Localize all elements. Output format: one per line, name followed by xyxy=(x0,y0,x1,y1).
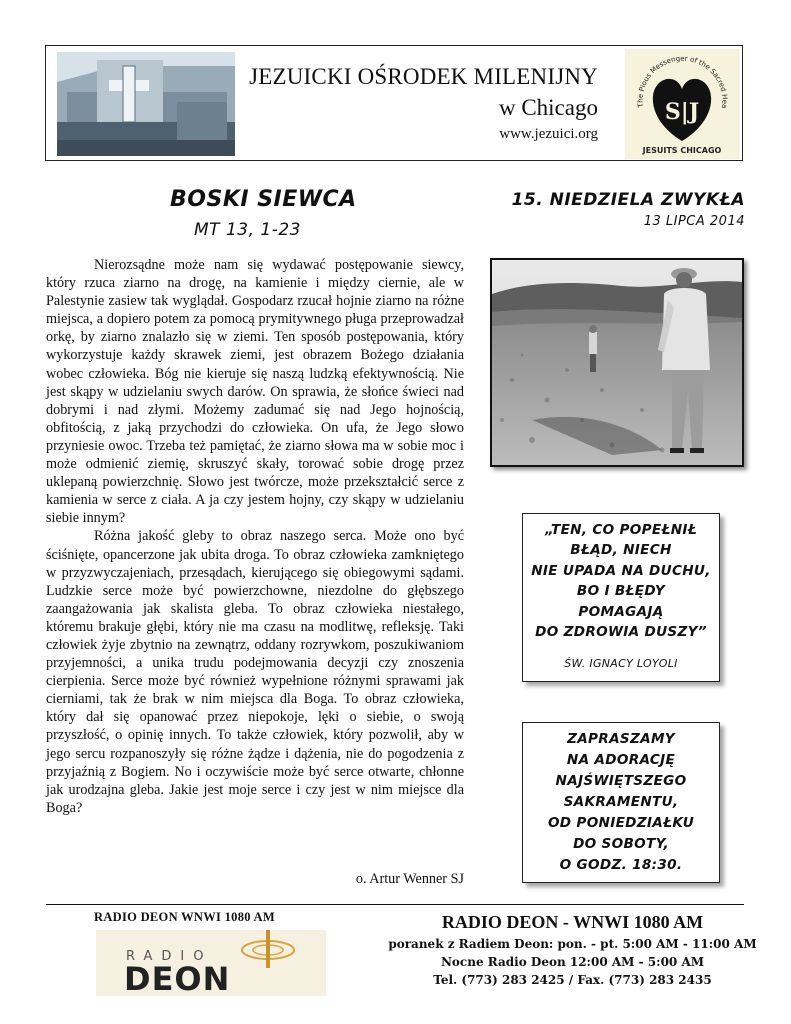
invite-line-6: DO SOBOTY, xyxy=(573,836,669,852)
bulletin-date: 13 LIPCA 2014 xyxy=(643,214,745,229)
svg-text:JESUITS CHICAGO: JESUITS CHICAGO xyxy=(642,146,722,155)
logo-radio-text: RADIO xyxy=(126,949,213,964)
header-title: JEZUICKI OŚRODEK MILENIJNY xyxy=(249,64,598,89)
footer-divider xyxy=(46,904,744,905)
invite-line-7: O GODZ. 18:30. xyxy=(559,857,683,873)
quote-line-3: NIE UPADA NA DUCHU, xyxy=(531,563,711,579)
logo-monogram: S|J xyxy=(664,99,700,125)
article-paragraph-2: Różna jakość gleby to obraz naszego serca. Może ono być ściśnięte, opancerzone jak ubita droga. To obraz człowieka zamkniętego w przyzwyczajeniach, przesądach, kierującego się obiegowymi sądami. Ludzkie serce może być powierzchowne, niezdolne do głębszego zaangażowania jak skalista gleba. To obraz człowieka niestałego, któremu brakuje głębi, który nie ma czasu na modlitwę, refleksję. Taki człowiek żyje zbytnio na zewnątrz, oddany rozrywkom, poszukiwaniom przyjemności, a unika trudu podejmowania decyzji czy znoszenia cierpienia. Serce może być również wypełnione różnymi sprawami jak cierniami, tak że brak w nim miejsca dla Boga. To obraz człowieka, który dał się opanować przez niepokoje, lęki o siebie, o swoją przyszłość, o opinię innych. To także człowiek, który pozwolił, aby w jego sercu rozpanoszyły się różne żądze i dążenia, nie do pogodzenia z przyjaźnią z Bogiem. No i oczywiście może być serce otwarte, chłonne jak urodzajna gleba. Jakie jest moje serce i czy jest w nim miejsce dla Boga? xyxy=(46,528,464,816)
liturgical-sunday: 15. NIEDZIELA ZWYKŁA xyxy=(511,190,745,210)
logo-deon-text: DEON xyxy=(124,960,231,996)
logo-ring-text: The Pious Messenger of the Sacred Hea xyxy=(636,54,729,109)
sower-field-photo xyxy=(490,258,744,467)
ignatius-quote-box xyxy=(522,513,720,682)
article-author: o. Artur Wenner SJ xyxy=(355,871,464,887)
radio-deon-logo xyxy=(96,930,326,996)
invite-line-1: ZAPRASZAMY xyxy=(567,731,675,747)
article-paragraph-1: Nierozsądne może nam się wydawać postępowanie siewcy, który rzuca ziarno na drogę, na kamienie i między ciernie, ale w Palestynie zasiew tak wyglądał. Gospodarz rzucał hojnie ziarno na różne miejsca, a dopiero potem za pomocą prymitywnego pługa przeprowadzał orkę, by ziarno znalazło się w ziemi. Ten sposób postępowania, który wykorzystuje każdy skrawek ziemi, jest obrazem Bożego działania wobec człowieka. Bóg nie kieruje się naszą ludzką efektywnością. Nie jest skąpy w udzielaniu swych darów. On sprawia, że słońce świeci nad dobrymi i nad złymi. Możemy zadumać się nad Jego hojnością, obfitością, z jaką przychodzi do człowieka. On ufa, że Jego słowo przyniesie owoc. Trzeba też pamiętać, że ziarno słowa ma w sobie moc i może odmienić ziemię, skruszyć skały, torować sobie drogę przez uklepaną powierzchnię. Słowo jest twórcze, może przekształcić serce z kamienia w serce z ciała. A ja czy jestem hojny, czy skąpy w udzielaniu siebie innym? xyxy=(46,257,464,527)
invite-line-5: OD PONIEDZIAŁKU xyxy=(547,815,695,831)
church-cross-photo xyxy=(57,52,235,156)
footer-night-schedule: Nocne Radio Deon 12:00 AM - 5:00 AM xyxy=(440,955,705,969)
footer-phone-fax: Tel. (773) 283 2425 / Fax. (773) 283 2435 xyxy=(433,973,712,987)
sermon-title: BOSKI SIEWCA xyxy=(170,187,357,212)
quote-line-4: BO I BŁĘDY xyxy=(576,583,666,599)
quote-line-2: BŁĄD, NIECH xyxy=(570,542,672,558)
invite-line-2: NA ADORACJĘ xyxy=(566,752,676,768)
footer-radio-title: RADIO DEON - WNWI 1080 AM xyxy=(441,912,704,932)
scripture-reference: MT 13, 1-23 xyxy=(194,220,301,240)
header-url[interactable]: www.jezuici.org xyxy=(499,126,598,142)
jesuits-chicago-logo xyxy=(625,49,740,159)
quote-line-1: „TEN, CO POPEŁNIŁ xyxy=(544,522,698,538)
invite-line-3: NAJŚWIĘTSZEGO xyxy=(555,773,687,789)
article-body xyxy=(46,256,464,817)
quote-line-5: POMAGAJĄ xyxy=(578,604,664,620)
header-subtitle: w Chicago xyxy=(498,95,598,120)
quote-line-6: DO ZDROWIA DUSZY” xyxy=(535,624,707,640)
quote-signature: ŚW. IGNACY LOYOLI xyxy=(564,657,678,670)
footer-radio-label: RADIO DEON WNWI 1080 AM xyxy=(94,910,275,924)
footer-morning-schedule: poranek z Radiem Deon: pon. - pt. 5:00 AM - 11:00 AM xyxy=(388,937,757,951)
invite-line-4: SAKRAMENTU, xyxy=(563,794,679,810)
adoration-invitation-box xyxy=(522,722,720,883)
